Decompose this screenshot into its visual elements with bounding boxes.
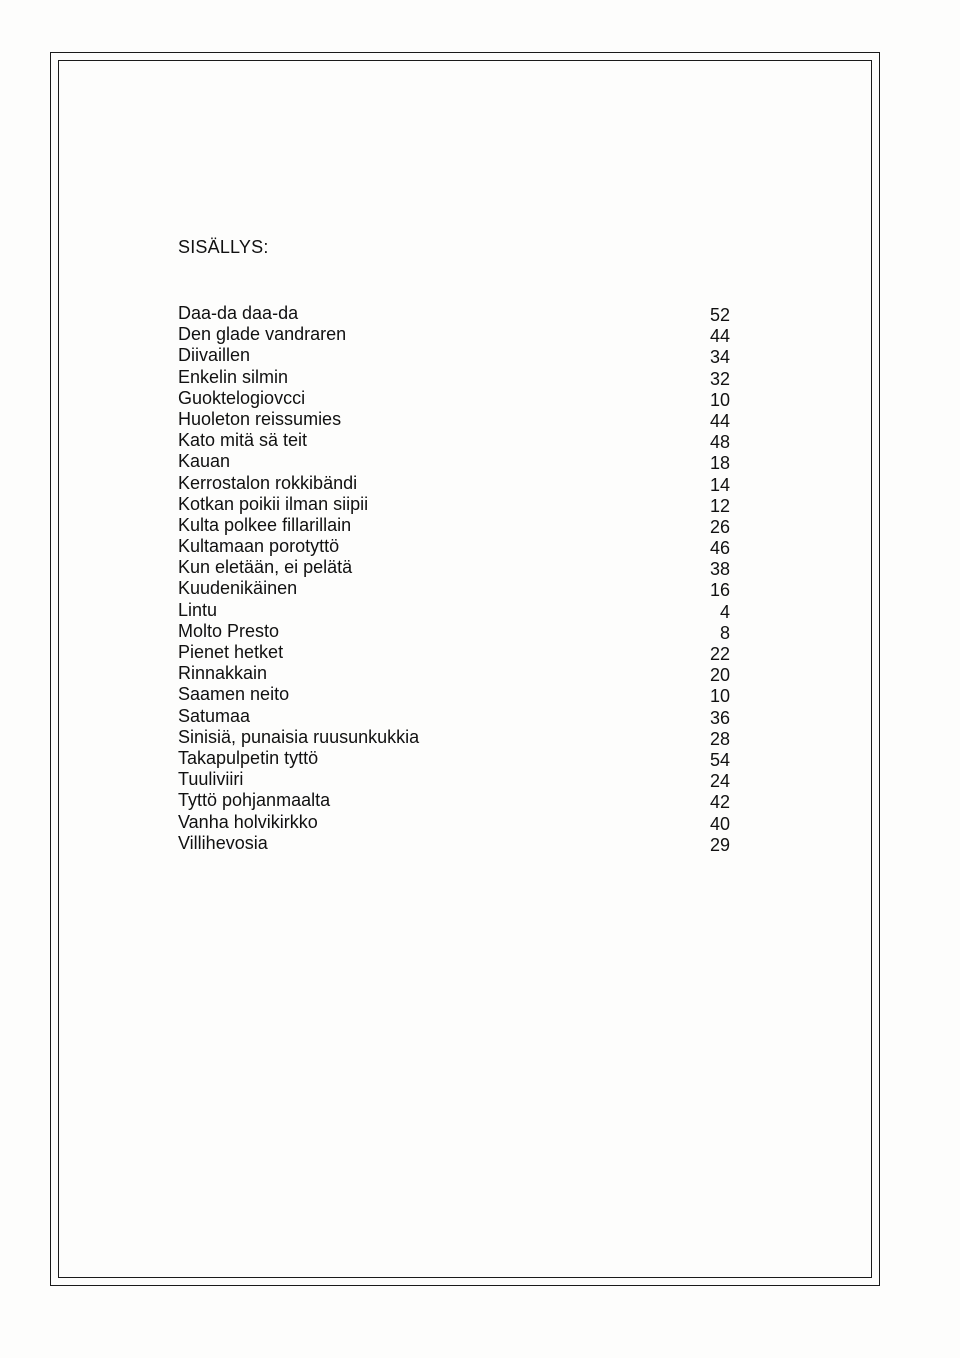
toc-entry	[178, 388, 733, 409]
toc-entry	[178, 303, 733, 324]
toc-entry	[178, 684, 733, 705]
toc-entry	[178, 790, 733, 811]
toc-entry-page-number: 10	[709, 389, 730, 410]
toc-entry	[178, 748, 733, 769]
toc-entry-title: Guoktelogiovcci	[178, 387, 306, 408]
toc-entry	[178, 557, 733, 578]
toc-entry-page-number: 44	[709, 326, 730, 347]
toc-entry-title: Sinisiä, punaisia ruusunkukkia	[178, 726, 420, 747]
toc-entry-page-number: 28	[709, 728, 730, 749]
toc-entry-title: Huoleton reissumies	[178, 408, 342, 429]
toc-entry	[178, 536, 733, 557]
toc-entry-page-number: 42	[709, 792, 730, 813]
toc-entry	[178, 367, 733, 388]
toc-entry	[178, 833, 733, 854]
toc-entry	[178, 430, 733, 451]
toc-entry-title: Tuuliviiri	[178, 769, 244, 790]
toc-entry	[178, 727, 733, 748]
toc-entry-page-number: 54	[709, 749, 730, 770]
toc-entry-title: Kun eletään, ei pelätä	[178, 557, 353, 578]
toc-entry-title: Enkelin silmin	[178, 366, 289, 387]
toc-entry	[178, 324, 733, 345]
toc-entry-page-number: 26	[709, 516, 730, 537]
toc-entry-page-number: 12	[709, 495, 730, 516]
toc-entry-title: Molto Presto	[178, 620, 280, 641]
toc-entry-page-number: 22	[709, 644, 730, 664]
toc-entry-page-number: 48	[709, 432, 730, 453]
toc-entry-title: Kotkan poikii ilman siipii	[178, 493, 369, 514]
toc-entry	[178, 515, 733, 536]
toc-entry-page-number: 10	[709, 686, 730, 707]
toc-entry	[178, 473, 733, 494]
toc-entry-title: Kultamaan porotyttö	[178, 536, 340, 557]
toc-entry	[178, 663, 733, 684]
toc-entry-title: Diivaillen	[178, 345, 251, 366]
toc-entry	[178, 494, 733, 515]
toc-entry-title: Lintu	[178, 599, 218, 620]
toc-entry-title: Satumaa	[178, 705, 251, 726]
toc-entry-page-number: 34	[709, 347, 730, 368]
toc-entry	[178, 769, 733, 790]
toc-entry-title: Saamen neito	[178, 684, 290, 705]
toc-entry-page-number: 16	[709, 580, 730, 601]
toc-entry	[178, 621, 733, 642]
toc-entry-page-number: 36	[709, 707, 730, 728]
toc-entry-title: Tyttö pohjanmaalta	[178, 790, 331, 811]
toc-entry	[178, 706, 733, 727]
toc-entry	[178, 642, 733, 663]
toc-entry-title: Pienet hetket	[178, 642, 284, 662]
toc-entry-title: Kauan	[178, 451, 231, 472]
toc-entry-page-number: 38	[709, 559, 730, 580]
toc-entry-page-number: 4	[719, 601, 730, 622]
toc-entry-page-number: 14	[709, 474, 730, 495]
toc-entry-title: Kuudenikäinen	[178, 578, 298, 599]
toc-entry	[178, 578, 733, 599]
toc-entry-page-number: 18	[709, 453, 730, 474]
toc-entry-title: Daa-da daa-da	[178, 303, 299, 323]
toc-entry-page-number: 40	[709, 813, 730, 834]
toc-entry-title: Kato mitä sä teit	[178, 430, 308, 451]
toc-entry-title: Villihevosia	[178, 832, 268, 853]
toc-entry-page-number: 32	[709, 368, 730, 389]
toc-entry-title: Rinnakkain	[178, 663, 268, 684]
toc-entry	[178, 600, 733, 621]
toc-entry-page-number: 46	[709, 538, 730, 559]
toc-entry	[178, 409, 733, 430]
toc-entry-page-number: 44	[709, 410, 730, 431]
toc-entry-title: Den glade vandraren	[178, 324, 347, 345]
toc-entry-page-number: 20	[709, 665, 730, 686]
toc-entry	[178, 812, 733, 833]
toc-heading: SISÄLLYS:	[178, 237, 269, 257]
toc-entry-title: Vanha holvikirkko	[178, 811, 318, 832]
table-of-contents	[178, 303, 733, 854]
toc-entry-page-number: 24	[709, 771, 730, 792]
toc-entry-page-number: 29	[709, 834, 730, 855]
toc-entry-title: Kerrostalon rokkibändi	[178, 472, 358, 493]
toc-entry-title: Takapulpetin tyttö	[178, 747, 319, 768]
toc-entry-page-number: 52	[709, 305, 730, 325]
toc-entry-page-number: 8	[719, 622, 730, 643]
toc-entry-title: Kulta polkee fillarillain	[178, 514, 352, 535]
toc-entry	[178, 345, 733, 366]
toc-entry	[178, 451, 733, 472]
